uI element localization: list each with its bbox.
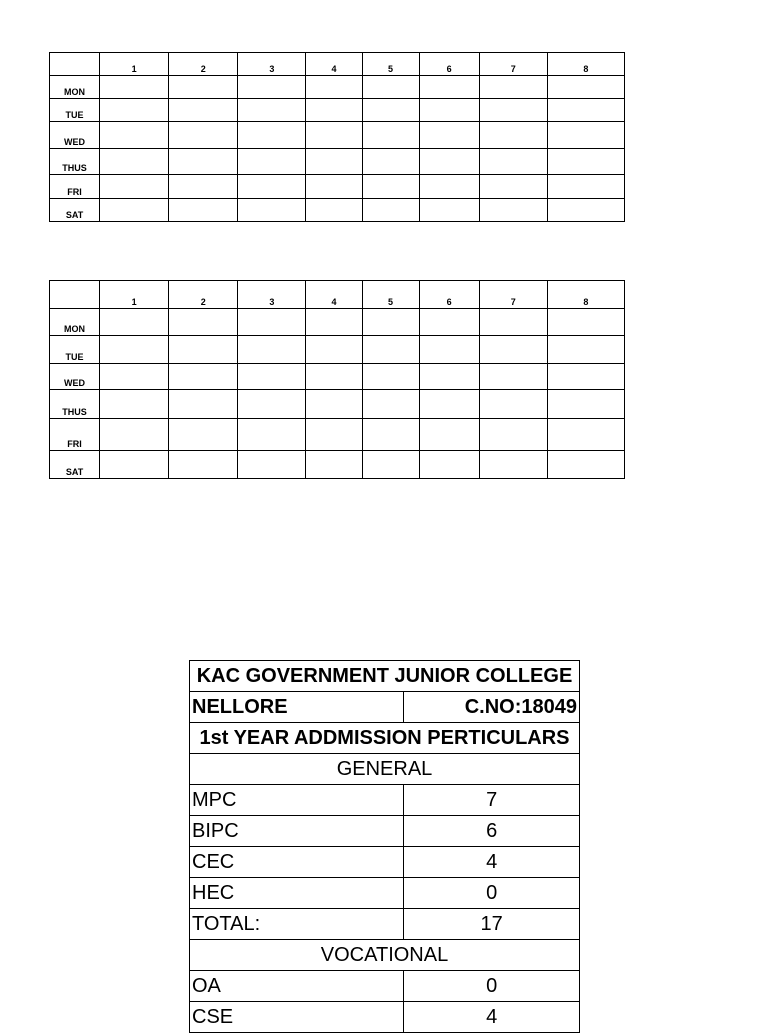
day-label: FRI <box>50 419 100 451</box>
slot-cell <box>479 175 547 199</box>
slot-cell <box>169 390 238 419</box>
corner-cell <box>50 281 100 309</box>
slot-cell <box>306 76 362 99</box>
table-row <box>190 878 580 909</box>
slot-cell <box>547 99 624 122</box>
period-header: 3 <box>238 53 306 76</box>
period-header: 4 <box>306 53 362 76</box>
slot-cell <box>100 175 169 199</box>
slot-cell <box>238 122 306 149</box>
slot-cell <box>547 419 624 451</box>
slot-cell <box>419 76 479 99</box>
college-code: C.NO:18049 <box>404 692 580 723</box>
slot-cell <box>419 199 479 222</box>
slot-cell <box>479 99 547 122</box>
table-row <box>50 419 625 451</box>
period-header: 2 <box>169 281 238 309</box>
slot-cell <box>238 390 306 419</box>
table-row <box>50 309 625 336</box>
table-row <box>190 723 580 754</box>
slot-cell <box>362 76 419 99</box>
slot-cell <box>100 336 169 364</box>
slot-cell <box>479 309 547 336</box>
day-label: TUE <box>50 336 100 364</box>
slot-cell <box>238 99 306 122</box>
slot-cell <box>419 419 479 451</box>
table-row <box>190 1002 580 1033</box>
college-title: KAC GOVERNMENT JUNIOR COLLEGE <box>190 661 580 692</box>
slot-cell <box>100 99 169 122</box>
total-value: 17 <box>404 909 580 940</box>
slot-cell <box>100 199 169 222</box>
slot-cell <box>547 364 624 390</box>
slot-cell <box>169 199 238 222</box>
slot-cell <box>479 149 547 175</box>
slot-cell <box>306 149 362 175</box>
slot-cell <box>238 336 306 364</box>
city-label: NELLORE <box>190 692 404 723</box>
group-count: 7 <box>404 785 580 816</box>
slot-cell <box>238 199 306 222</box>
timetable-header-row <box>50 53 625 76</box>
slot-cell <box>419 336 479 364</box>
table-row <box>50 99 625 122</box>
slot-cell <box>547 390 624 419</box>
slot-cell <box>547 76 624 99</box>
table-row <box>50 122 625 149</box>
slot-cell <box>306 364 362 390</box>
slot-cell <box>238 451 306 479</box>
table-row <box>50 76 625 99</box>
slot-cell <box>169 149 238 175</box>
slot-cell <box>238 149 306 175</box>
slot-cell <box>169 336 238 364</box>
slot-cell <box>100 451 169 479</box>
slot-cell <box>479 122 547 149</box>
slot-cell <box>547 199 624 222</box>
slot-cell <box>238 309 306 336</box>
day-label: FRI <box>50 175 100 199</box>
slot-cell <box>362 309 419 336</box>
day-label: SAT <box>50 199 100 222</box>
table-row <box>50 336 625 364</box>
slot-cell <box>419 99 479 122</box>
slot-cell <box>100 390 169 419</box>
slot-cell <box>547 451 624 479</box>
slot-cell <box>419 149 479 175</box>
slot-cell <box>306 390 362 419</box>
timetable-2 <box>49 280 625 479</box>
slot-cell <box>362 122 419 149</box>
slot-cell <box>419 364 479 390</box>
slot-cell <box>479 364 547 390</box>
slot-cell <box>362 390 419 419</box>
slot-cell <box>100 122 169 149</box>
slot-cell <box>100 76 169 99</box>
slot-cell <box>306 122 362 149</box>
slot-cell <box>238 364 306 390</box>
table-row <box>190 692 580 723</box>
slot-cell <box>169 175 238 199</box>
slot-cell <box>169 122 238 149</box>
vocational-section-label: VOCATIONAL <box>190 940 580 971</box>
slot-cell <box>306 99 362 122</box>
day-label: WED <box>50 122 100 149</box>
slot-cell <box>169 309 238 336</box>
table-row <box>190 661 580 692</box>
general-section-label: GENERAL <box>190 754 580 785</box>
slot-cell <box>547 309 624 336</box>
table-row <box>190 940 580 971</box>
timetable-1 <box>49 52 625 222</box>
slot-cell <box>362 336 419 364</box>
slot-cell <box>547 149 624 175</box>
table-row <box>50 451 625 479</box>
total-label: TOTAL: <box>190 909 404 940</box>
table-row <box>50 390 625 419</box>
group-count: 0 <box>404 878 580 909</box>
table-row <box>50 175 625 199</box>
slot-cell <box>100 364 169 390</box>
slot-cell <box>419 451 479 479</box>
table-row <box>190 909 580 940</box>
admission-table <box>189 660 580 1033</box>
table-row <box>190 785 580 816</box>
group-name: HEC <box>190 878 404 909</box>
period-header: 5 <box>362 53 419 76</box>
day-label: MON <box>50 309 100 336</box>
admission-heading: 1st YEAR ADDMISSION PERTICULARS <box>190 723 580 754</box>
period-header: 8 <box>547 53 624 76</box>
slot-cell <box>362 149 419 175</box>
table-row <box>190 816 580 847</box>
day-label: THUS <box>50 149 100 175</box>
slot-cell <box>419 309 479 336</box>
day-label: MON <box>50 76 100 99</box>
table-row <box>50 149 625 175</box>
slot-cell <box>306 175 362 199</box>
day-label: THUS <box>50 390 100 419</box>
slot-cell <box>479 390 547 419</box>
slot-cell <box>479 76 547 99</box>
group-count: 0 <box>404 971 580 1002</box>
slot-cell <box>362 99 419 122</box>
period-header: 2 <box>169 53 238 76</box>
period-header: 5 <box>362 281 419 309</box>
slot-cell <box>547 175 624 199</box>
day-label: TUE <box>50 99 100 122</box>
period-header: 4 <box>306 281 362 309</box>
period-header: 8 <box>547 281 624 309</box>
slot-cell <box>362 451 419 479</box>
period-header: 6 <box>419 281 479 309</box>
slot-cell <box>362 199 419 222</box>
slot-cell <box>238 76 306 99</box>
slot-cell <box>547 336 624 364</box>
slot-cell <box>306 419 362 451</box>
slot-cell <box>169 364 238 390</box>
slot-cell <box>100 419 169 451</box>
slot-cell <box>238 175 306 199</box>
group-count: 6 <box>404 816 580 847</box>
group-name: MPC <box>190 785 404 816</box>
slot-cell <box>169 99 238 122</box>
slot-cell <box>419 122 479 149</box>
slot-cell <box>362 364 419 390</box>
slot-cell <box>479 451 547 479</box>
table-row <box>190 847 580 878</box>
group-name: CEC <box>190 847 404 878</box>
day-label: WED <box>50 364 100 390</box>
slot-cell <box>306 336 362 364</box>
corner-cell <box>50 53 100 76</box>
day-label: SAT <box>50 451 100 479</box>
slot-cell <box>306 199 362 222</box>
slot-cell <box>306 451 362 479</box>
period-header: 7 <box>479 53 547 76</box>
group-count: 4 <box>404 1002 580 1033</box>
table-row <box>190 754 580 785</box>
period-header: 1 <box>100 281 169 309</box>
period-header: 7 <box>479 281 547 309</box>
period-header: 3 <box>238 281 306 309</box>
slot-cell <box>169 419 238 451</box>
slot-cell <box>479 199 547 222</box>
group-count: 4 <box>404 847 580 878</box>
slot-cell <box>362 419 419 451</box>
slot-cell <box>479 419 547 451</box>
slot-cell <box>479 336 547 364</box>
slot-cell <box>419 390 479 419</box>
table-row <box>50 364 625 390</box>
slot-cell <box>362 175 419 199</box>
slot-cell <box>100 149 169 175</box>
slot-cell <box>306 309 362 336</box>
period-header: 6 <box>419 53 479 76</box>
group-name: OA <box>190 971 404 1002</box>
table-row <box>50 199 625 222</box>
group-name: BIPC <box>190 816 404 847</box>
slot-cell <box>169 451 238 479</box>
period-header: 1 <box>100 53 169 76</box>
timetable-header-row <box>50 281 625 309</box>
table-row <box>190 971 580 1002</box>
slot-cell <box>238 419 306 451</box>
slot-cell <box>419 175 479 199</box>
slot-cell <box>100 309 169 336</box>
slot-cell <box>547 122 624 149</box>
slot-cell <box>169 76 238 99</box>
group-name: CSE <box>190 1002 404 1033</box>
